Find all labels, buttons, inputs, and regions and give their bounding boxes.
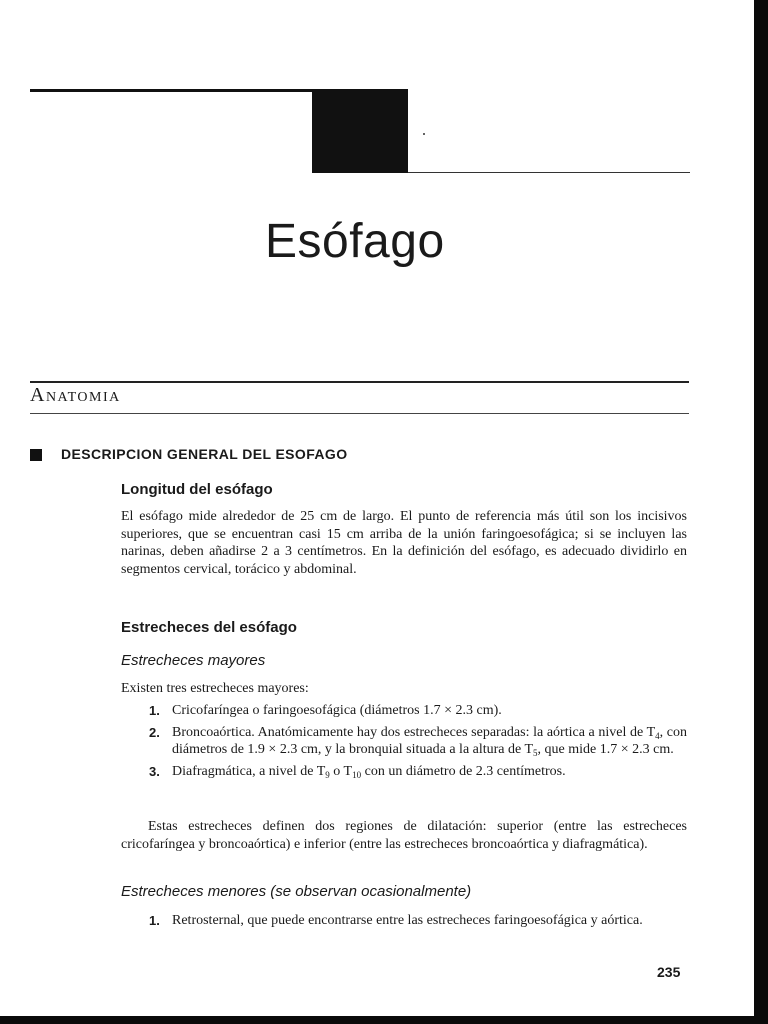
scan-edge-bottom (0, 1016, 768, 1024)
section-heading: Anatomia (30, 384, 121, 406)
list-item-text: Diafragmática, a nivel de T (172, 763, 326, 779)
estrecheces-mayores-intro: Existen tres estrecheces mayores: (121, 681, 309, 696)
page-number: 235 (657, 964, 681, 980)
longitud-paragraph: El esófago mide alrededor de 25 cm de largo. El punto de referencia más útil son los incisivos superiores, que se encuentran casi 15 cm arriba de la unión faringoesofágica; si se incluyen las narinas, deben añadirse 2 a 3 centímetros. En la definición del esófago, es adecuado dividirlo en segmentos cervical, torácico y abdominal. (121, 509, 687, 577)
list-number: 1. (149, 703, 160, 718)
subscript: 9 (325, 769, 330, 780)
estrecheces-mayores-list (121, 702, 687, 780)
subscript: 10 (352, 769, 362, 780)
subscript: 5 (533, 748, 538, 758)
list-item-text: Broncoaórtica. Anatómicamente hay dos estrecheces separadas: la aórtica a nivel de T (172, 724, 656, 740)
estrecheces-heading: Estrecheces del esófago (121, 619, 297, 636)
list-item-text: Cricofaríngea o faringoesofágica (diámetros 1.7 × 2.3 cm). (172, 703, 502, 718)
chapter-marker-block (312, 89, 408, 173)
chapter-underline-rule (408, 172, 690, 173)
list-item-text: o T (329, 763, 353, 779)
subsection-heading: DESCRIPCION GENERAL DEL ESOFAGO (61, 446, 348, 462)
list-item-text: , con diámetros de 1.9 × 2.3 cm, y la bronquial situada a la altura de T (172, 724, 687, 757)
list-item (121, 763, 687, 781)
longitud-heading: Longitud del esófago (121, 481, 273, 498)
chapter-title: Esófago (265, 215, 445, 268)
section-top-rule (30, 381, 689, 383)
list-number: 2. (149, 724, 160, 740)
list-item-text: con un diámetro de 2.3 centímetros. (361, 763, 566, 779)
subscript: 4 (655, 730, 660, 741)
scan-edge-right (754, 0, 768, 1024)
list-number: 3. (149, 763, 160, 779)
list-item (121, 724, 687, 759)
estrecheces-menores-heading: Estrecheces menores (se observan ocasionalmente) (121, 883, 472, 900)
chapter-top-rule (30, 89, 322, 92)
estrecheces-menores-list (121, 912, 687, 930)
estrecheces-mayores-heading: Estrecheces mayores (121, 652, 266, 669)
section-bottom-rule (30, 413, 689, 414)
square-bullet-icon (30, 449, 42, 461)
list-item (121, 912, 687, 930)
list-number: 1. (149, 913, 160, 928)
list-item (121, 702, 687, 720)
list-item-text: , que mide 1.7 × 2.3 cm. (537, 742, 674, 757)
estrecheces-closing-paragraph: Estas estrecheces definen dos regiones de dilatación: superior (entre las estrecheces cricofaríngea y broncoaórtica) e inferior (entre las estrecheces broncoaórtica y diafragmática). (121, 819, 687, 852)
print-speck (423, 133, 425, 135)
list-item-text: Retrosternal, que puede encontrarse entre las estrecheces faringoesofágica y aórtica. (172, 913, 643, 928)
